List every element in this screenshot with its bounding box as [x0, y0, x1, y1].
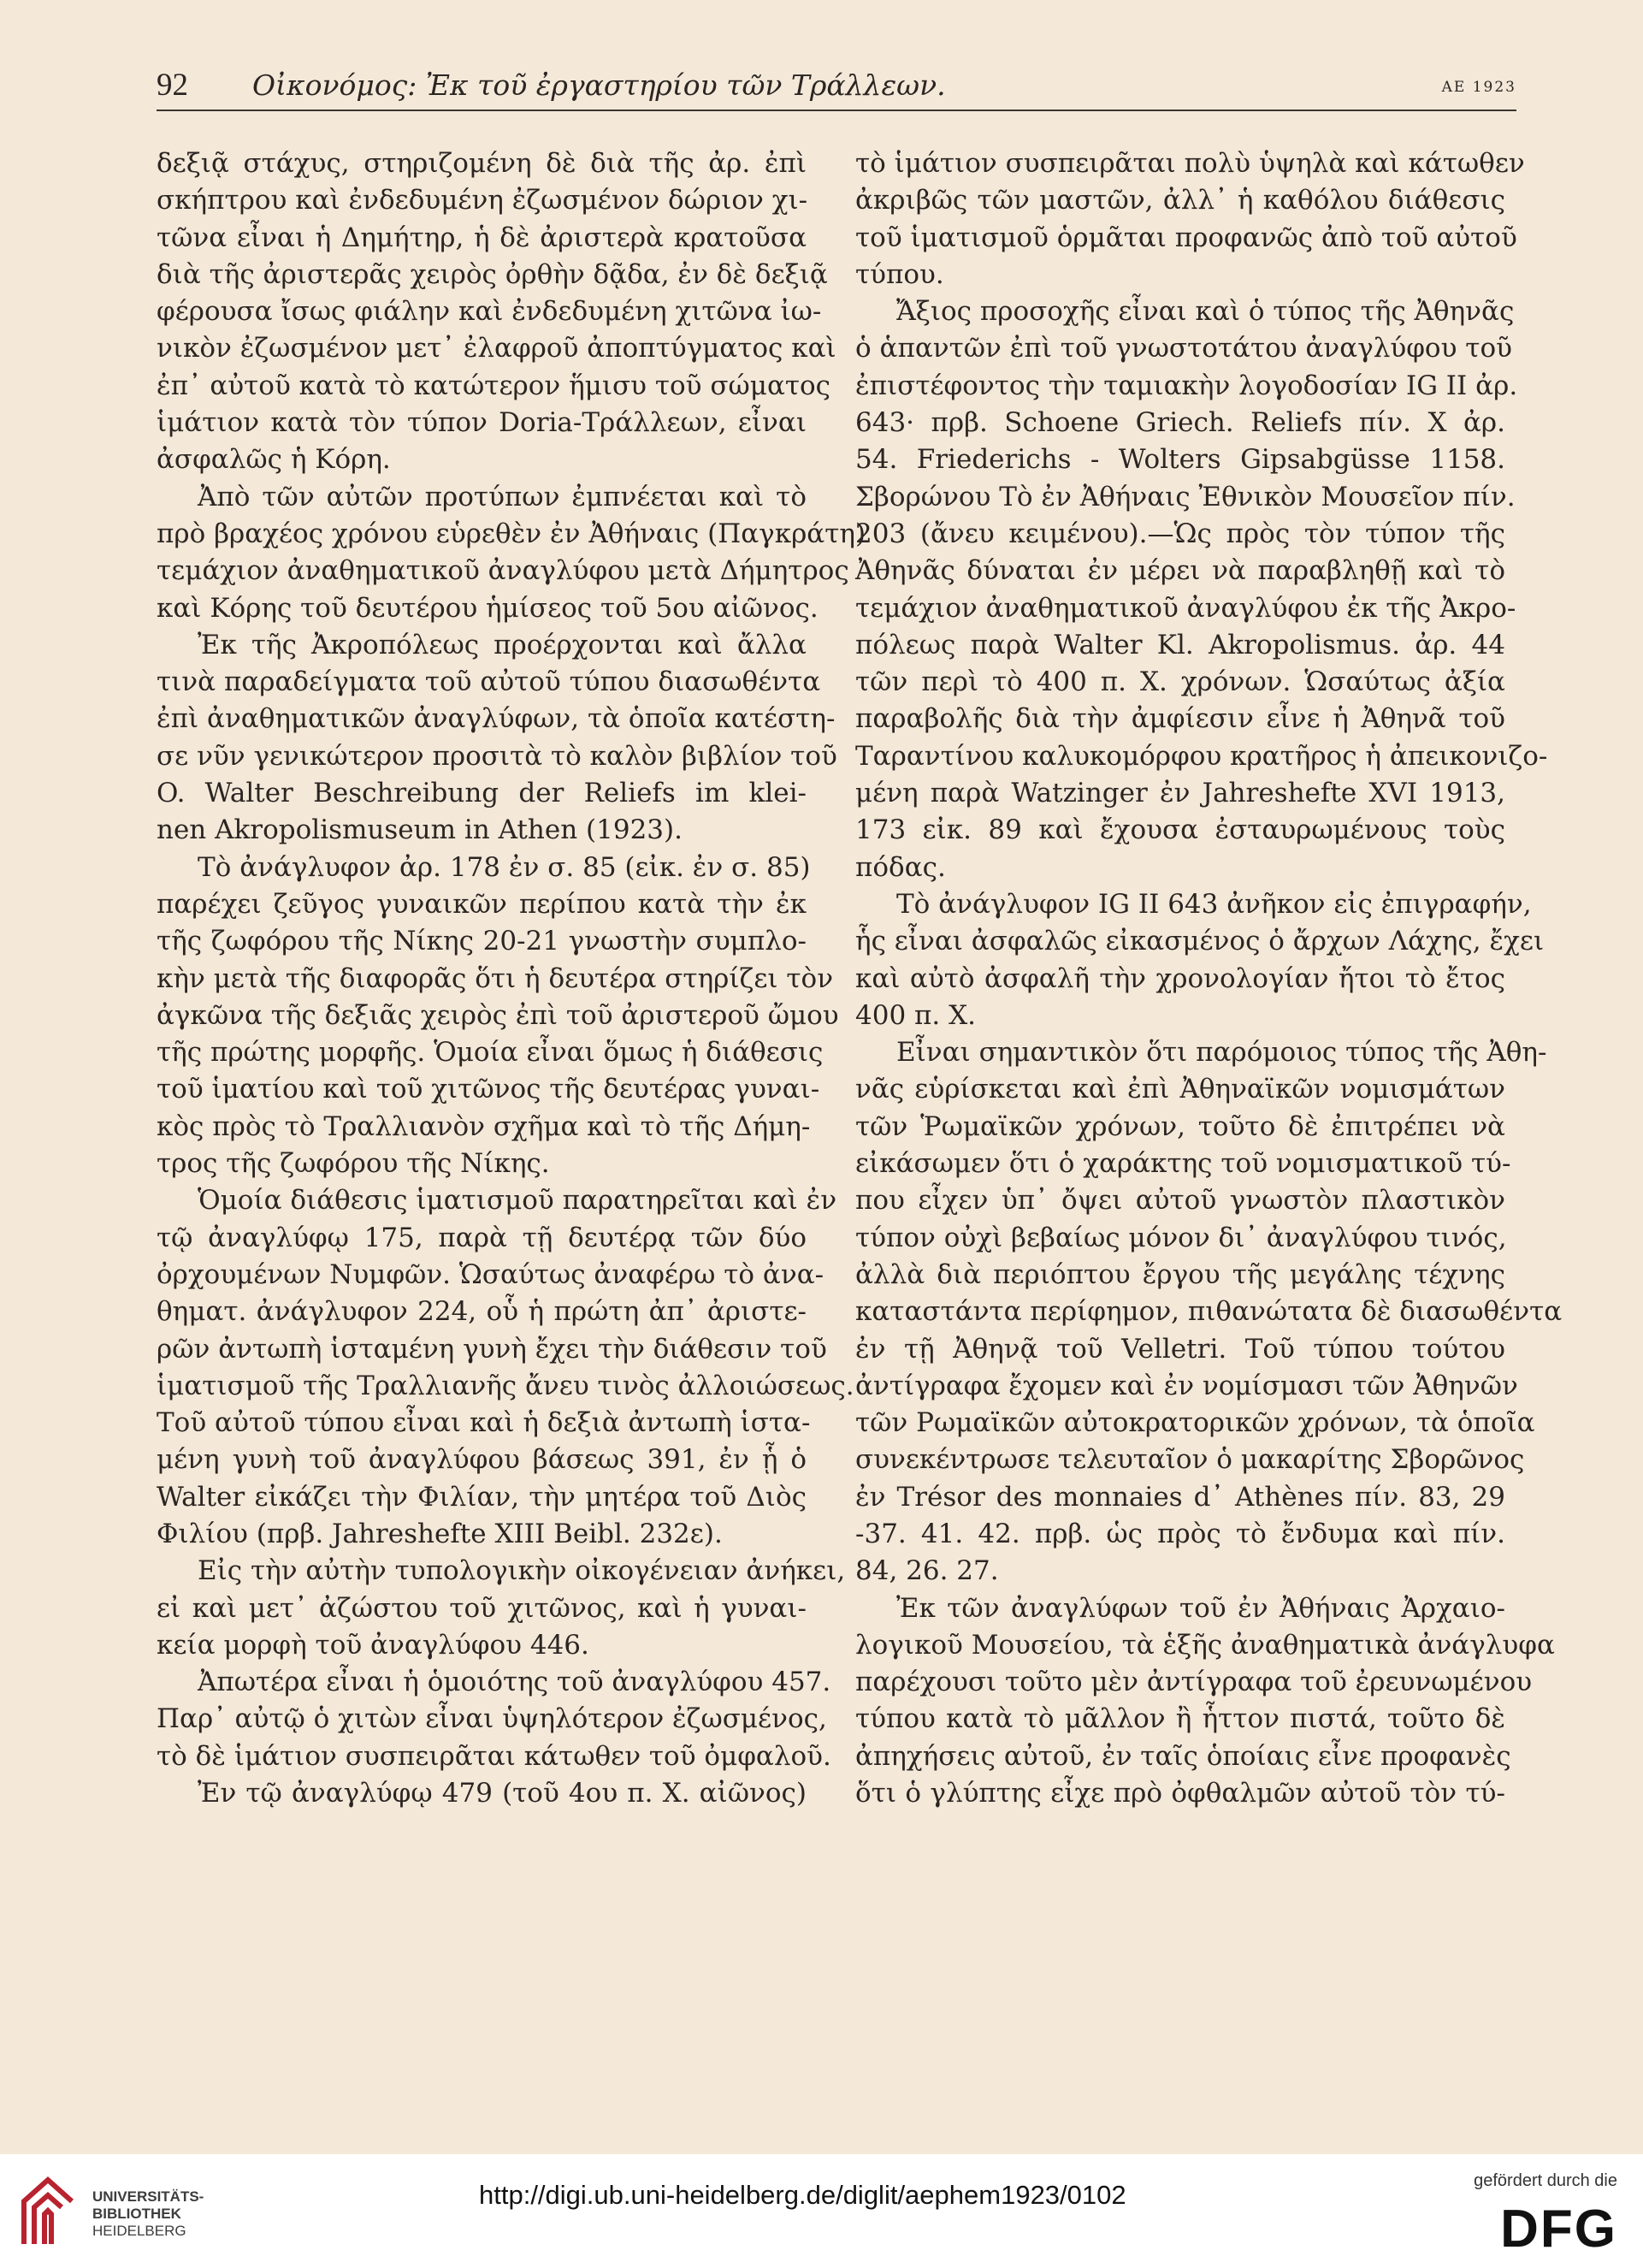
left-column-line: τῶνα εἶναι ἡ Δημήτηρ, ἡ δὲ ἀριστερὰ κρατοῦσα	[157, 222, 807, 253]
library-name-line2: BIBLIOTHEK	[92, 2206, 181, 2222]
page-header	[157, 67, 1516, 110]
right-column-line: τύπου κατὰ τὸ μᾶλλον ἢ ἧττον πιστά, τοῦτο δὲ	[855, 1703, 1505, 1735]
right-column-line: λογικοῦ Μουσείου, τὰ ἑξῆς ἀναθηματικὰ ἀνάγλυφα	[855, 1629, 1555, 1661]
viewer-footer	[0, 2154, 1643, 2268]
right-column-line: συνεκέντρωσε τελευταῖον ὁ μακαρίτης Σβορῶνος	[855, 1444, 1525, 1476]
right-column-line: Ἄξιος προσοχῆς εἶναι καὶ ὁ τύπος τῆς Ἀθηνᾶς	[896, 296, 1515, 328]
left-column-line: φέρουσα ἴσως φιάλην καὶ ἐνδεδυμένη χιτῶνα ἰω-	[157, 296, 822, 328]
right-column-line: -37. 41. 42. πρβ. ὡς πρὸς τὸ ἔνδυμα καὶ πίν.	[855, 1518, 1505, 1549]
left-column-line: τὸ δὲ ἱμάτιον συσπειρᾶται κάτωθεν τοῦ ὀμφαλοῦ.	[157, 1740, 831, 1772]
right-column-line: ἧς εἶναι ἀσφαλῶς εἰκασμένος ὁ ἄρχων Λάχης, ἔχει	[855, 926, 1545, 957]
left-column-line: σκήπτρου καὶ ἐνδεδυμένη ἐζωσμένον δώριον χι-	[157, 185, 808, 216]
right-column-line: καταστάντα περίφημον, πιθανώτατα δὲ διασωθέντα	[855, 1296, 1563, 1328]
left-column-line: εἰ καὶ μετ᾽ ἀζώστου τοῦ χιτῶνος, καὶ ἡ γυναι-	[157, 1592, 807, 1624]
left-column-line: ὀρχουμένων Νυμφῶν. Ὡσαύτως ἀναφέρω τὸ ἀνα-	[157, 1258, 824, 1290]
left-column-line: ἐπὶ ἀναθηματικῶν ἀναγλύφων, τὰ ὁποῖα κατέστη-	[157, 703, 836, 735]
right-column-line: ἀκριβῶς τῶν μαστῶν, ἀλλ᾽ ἡ καθόλου διάθεσις	[855, 185, 1505, 216]
left-column-line: Ἐν τῷ ἀναγλύφῳ 479 (τοῦ 4ου π. Χ. αἰῶνος)	[198, 1778, 807, 1809]
right-column-line: Εἶναι σημαντικὸν ὅτι παρόμοιος τύπος τῆς Ἀθη-	[896, 1037, 1547, 1069]
right-column-line: μένη παρὰ Watzinger ἐν Jahreshefte XVI 1913,	[855, 778, 1505, 809]
permalink-url[interactable]: http://digi.ub.uni-heidelberg.de/diglit/aephem1923/0102	[479, 2180, 1126, 2210]
library-logo-icon	[15, 2171, 80, 2248]
left-column-line: Εἰς τὴν αὐτὴν τυπολογικὴν οἰκογένειαν ἀνήκει,	[198, 1555, 846, 1587]
left-column-line: ἱμάτιον κατὰ τὸν τύπον Doria-Τράλλεων, εἶναι	[157, 407, 807, 439]
left-column-line: τῆς πρώτης μορφῆς. Ὁμοία εἶναι ὅμως ἡ διάθεσις	[157, 1037, 824, 1069]
left-column-line: Ἀπὸ τῶν αὐτῶν προτύπων ἐμπνέεται καὶ τὸ	[198, 481, 807, 512]
left-column-line: νικὸν ἐζωσμένον μετ᾽ ἐλαφροῦ ἀποπτύγματος καὶ	[157, 333, 836, 364]
right-column-line: Ἐκ τῶν ἀναγλύφων τοῦ ἐν Ἀθήναις Ἀρχαιο-	[896, 1592, 1505, 1624]
left-column-line: παρέχει ζεῦγος γυναικῶν περίπου κατὰ τὴν ἐκ	[157, 888, 807, 920]
library-name	[92, 2188, 204, 2240]
right-column-line: Σβορώνου Τὸ ἐν Ἀθήναις Ἐθνικὸν Μουσεῖον πίν.	[855, 481, 1516, 512]
left-column-line: διὰ τῆς ἀριστερᾶς χειρὸς ὀρθὴν δᾷδα, ἐν δὲ δεξιᾷ	[157, 258, 828, 290]
left-column-line: nen Akropolismuseum in Athen (1923).	[157, 814, 683, 846]
left-column-line: ἀγκῶνα τῆς δεξιᾶς χειρὸς ἐπὶ τοῦ ἀριστεροῦ ὤμου	[157, 999, 839, 1031]
right-column-line: 54. Friederichs - Wolters Gipsabgüsse 1158.	[855, 444, 1505, 476]
left-column-line: κὴν μετὰ τῆς διαφορᾶς ὅτι ἡ δευτέρα στηρίζει τὸν	[157, 962, 834, 994]
left-column-line: σε νῦν γενικώτερον προσιτὰ τὸ καλὸν βιβλίον τοῦ	[157, 740, 837, 772]
right-column-line: Ἀθηνᾶς δύναται ἐν μέρει νὰ παραβληθῇ καὶ τὸ	[855, 555, 1505, 587]
right-column-line: τύπον οὐχὶ βεβαίως μόνον δι᾽ ἀναγλύφου τινός,	[855, 1222, 1507, 1253]
right-column-line: πόδας.	[855, 851, 946, 883]
right-column-line: 173 εἰκ. 89 καὶ ἔχουσα ἐσταυρωμένους τοὺς	[855, 814, 1505, 846]
left-column-line: τῆς ζωφόρου τῆς Νίκης 20-21 γνωστὴν συμπλο-	[157, 926, 807, 957]
running-title: Οἰκονόμος: Ἐκ τοῦ ἐργαστηρίου τῶν Τράλλεων.	[252, 68, 946, 102]
right-column-line: 400 π. Χ.	[855, 999, 977, 1031]
right-column-line: ἐν Trésor des monnaies d᾽ Athènes πίν. 83, 29	[855, 1481, 1505, 1513]
right-column-line: τοῦ ἱματισμοῦ ὁρμᾶται προφανῶς ἀπὸ τοῦ αὐτοῦ	[855, 222, 1517, 253]
left-column-line: θηματ. ἀνάγλυφον 224, οὗ ἡ πρώτη ἀπ᾽ ἀριστε-	[157, 1296, 807, 1328]
left-column-line: Παρ᾽ αὐτῷ ὁ χιτὼν εἶναι ὑψηλότερον ἐζωσμένος,	[157, 1703, 827, 1735]
right-column-line: παραβολῆς διὰ τὴν ἀμφίεσιν εἶνε ἡ Ἀθηνᾶ τοῦ	[855, 703, 1505, 735]
left-column-line: Τοῦ αὐτοῦ τύπου εἶναι καὶ ἡ δεξιὰ ἀντωπὴ ἱστα-	[157, 1407, 811, 1439]
journal-id: ΑΕ 1923	[1441, 79, 1516, 96]
right-column-line: Τὸ ἀνάγλυφον IG II 643 ἀνῆκον εἰς ἐπιγραφήν,	[896, 888, 1532, 920]
left-column-line: κεία μορφὴ τοῦ ἀναγλύφου 446.	[157, 1629, 589, 1661]
left-column-line: ἀσφαλῶς ἡ Κόρη.	[157, 444, 391, 476]
right-column-line: 84, 26. 27.	[855, 1555, 999, 1587]
right-column-line: εἰκάσωμεν ὅτι ὁ χαράκτης τοῦ νομισματικοῦ τύ-	[855, 1148, 1511, 1180]
left-column-line: πρὸ βραχέος χρόνου εὑρεθὲν ἐν Ἀθήναις (Παγκράτη)	[157, 518, 866, 549]
right-column-line: ἀντίγραφα ἔχομεν καὶ ἐν νομίσμασι τῶν Ἀθηνῶν	[855, 1370, 1518, 1401]
right-column-line: ὁ ἁπαντῶν ἐπὶ τοῦ γνωστοτάτου ἀναγλύφου τοῦ	[855, 333, 1512, 364]
left-column-line: τοῦ ἱματίου καὶ τοῦ χιτῶνος τῆς δευτέρας γυναι-	[157, 1074, 820, 1105]
left-column-line: τρος τῆς ζωφόρου τῆς Νίκης.	[157, 1148, 550, 1180]
left-column-line: Ἀπωτέρα εἶναι ἡ ὁμοιότης τοῦ ἀναγλύφου 457.	[198, 1667, 831, 1698]
right-column-line: τεμάχιον ἀναθηματικοῦ ἀναγλύφου ἐκ τῆς Ἀκρο-	[855, 592, 1516, 624]
left-column-line: Φιλίου (πρβ. Jahreshefte XIII Beibl. 232ε).	[157, 1518, 723, 1549]
left-column-line: Τὸ ἀνάγλυφον ἀρ. 178 ἐν σ. 85 (εἰκ. ἐν σ. 85)	[198, 851, 811, 883]
left-column-line: Ὁμοία διάθεσις ἱματισμοῦ παρατηρεῖται καὶ ἐν	[198, 1185, 837, 1217]
right-column-line: τῶν Ῥωμαϊκῶν χρόνων, τοῦτο δὲ ἐπιτρέπει νὰ	[855, 1110, 1505, 1142]
funded-by-label: gefördert durch die	[1474, 2171, 1617, 2190]
left-column-line: ἐπ᾽ αὐτοῦ κατὰ τὸ κατώτερον ἥμισυ τοῦ σώματος	[157, 370, 831, 401]
right-column-line: πόλεως παρὰ Walter Kl. Akropolismus. ἀρ. 44	[855, 629, 1505, 660]
left-column-line: τινὰ παραδείγματα τοῦ αὐτοῦ τύπου διασωθέντα	[157, 666, 821, 698]
right-column-line: που εἶχεν ὑπ᾽ ὄψει αὐτοῦ γνωστὸν πλαστικὸν	[855, 1185, 1505, 1217]
page-number: 92	[157, 68, 188, 103]
right-column-line: ἐν τῇ Ἀθηνᾷ τοῦ Velletri. Τοῦ τύπου τούτου	[855, 1333, 1505, 1365]
left-column-line: καὶ Κόρης τοῦ δευτέρου ἡμίσεος τοῦ 5ου αἰῶνος.	[157, 592, 819, 624]
right-column-line: καὶ αὐτὸ ἀσφαλῆ τὴν χρονολογίαν ἤτοι τὸ ἔτος	[855, 962, 1505, 994]
left-column-line: τεμάχιον ἀναθηματικοῦ ἀναγλύφου μετὰ Δήμητρος	[157, 555, 849, 587]
right-column-line: νᾶς εὑρίσκεται καὶ ἐπὶ Ἀθηναϊκῶν νομισμάτων	[855, 1074, 1505, 1105]
left-column-line: κὸς πρὸς τὸ Τραλλιανὸν σχῆμα καὶ τὸ τῆς Δήμη-	[157, 1110, 811, 1142]
right-column-line: ὅτι ὁ γλύπτης εἶχε πρὸ ὀφθαλμῶν αὐτοῦ τὸν τύ-	[855, 1778, 1505, 1809]
right-column-line: τῶν περὶ τὸ 400 π. Χ. χρόνων. Ὡσαύτως ἀξία	[855, 666, 1505, 698]
left-column	[157, 145, 866, 1812]
right-column-line: τύπου.	[855, 258, 944, 290]
left-column-line: μένη γυνὴ τοῦ ἀναγλύφου βάσεως 391, ἐν ᾗ ὁ	[157, 1444, 807, 1476]
right-column-line: ἀλλὰ διὰ περιόπτου ἔργου τῆς μεγάλης τέχνης	[855, 1258, 1505, 1290]
left-column-line: ρῶν ἀντωπὴ ἱσταμένη γυνὴ ἔχει τὴν διάθεσιν τοῦ	[157, 1333, 827, 1365]
right-column-line: τὸ ἱμάτιον συσπειρᾶται πολὺ ὑψηλὰ καὶ κάτωθεν	[855, 148, 1525, 179]
header-rule	[157, 110, 1516, 111]
right-column-line: παρέχουσι τοῦτο μὲν ἀντίγραφα τοῦ ἐρευνωμένου	[855, 1667, 1533, 1698]
left-column-line: Ἐκ τῆς Ἀκροπόλεως προέρχονται καὶ ἄλλα	[198, 629, 807, 660]
right-column-line: 203 (ἄνευ κειμένου).—Ὡς πρὸς τὸν τύπον τῆς	[855, 518, 1505, 549]
right-column-line: Ταραντίνου καλυκομόρφου κρατῆρος ἡ ἀπεικονιζο-	[855, 740, 1548, 772]
left-column-line: δεξιᾷ στάχυς, στηριζομένη δὲ διὰ τῆς ἀρ. ἐπὶ	[157, 148, 807, 179]
right-column-line: ἐπιστέφοντος τὴν ταμιακὴν λογοδοσίαν IG II ἀρ.	[855, 370, 1518, 401]
left-column-line: O. Walter Beschreibung der Reliefs im klei-	[157, 778, 807, 809]
left-column-line: Walter εἰκάζει τὴν Φιλίαν, τὴν μητέρα τοῦ Διὸς	[157, 1481, 807, 1513]
right-column	[855, 145, 1563, 1812]
dfg-logo: DFG	[1500, 2200, 1617, 2259]
library-name-line3: HEIDELBERG	[92, 2223, 186, 2239]
left-column-line: τῷ ἀναγλύφῳ 175, παρὰ τῇ δευτέρᾳ τῶν δύο	[157, 1222, 807, 1253]
library-name-line1: UNIVERSITÄTS-	[92, 2188, 204, 2205]
left-column-line: ἱματισμοῦ τῆς Τραλλιανῆς ἄνευ τινὸς ἀλλοιώσεως.	[157, 1370, 854, 1401]
right-column-line: 643· πρβ. Schoene Griech. Reliefs πίν. X ἀρ.	[855, 407, 1505, 439]
right-column-line: ἀπηχήσεις αὐτοῦ, ἐν ταῖς ὁποίαις εἶνε προφανὲς	[855, 1740, 1511, 1772]
right-column-line: τῶν Ρωμαϊκῶν αὐτοκρατορικῶν χρόνων, τὰ ὁποῖα	[855, 1407, 1535, 1439]
